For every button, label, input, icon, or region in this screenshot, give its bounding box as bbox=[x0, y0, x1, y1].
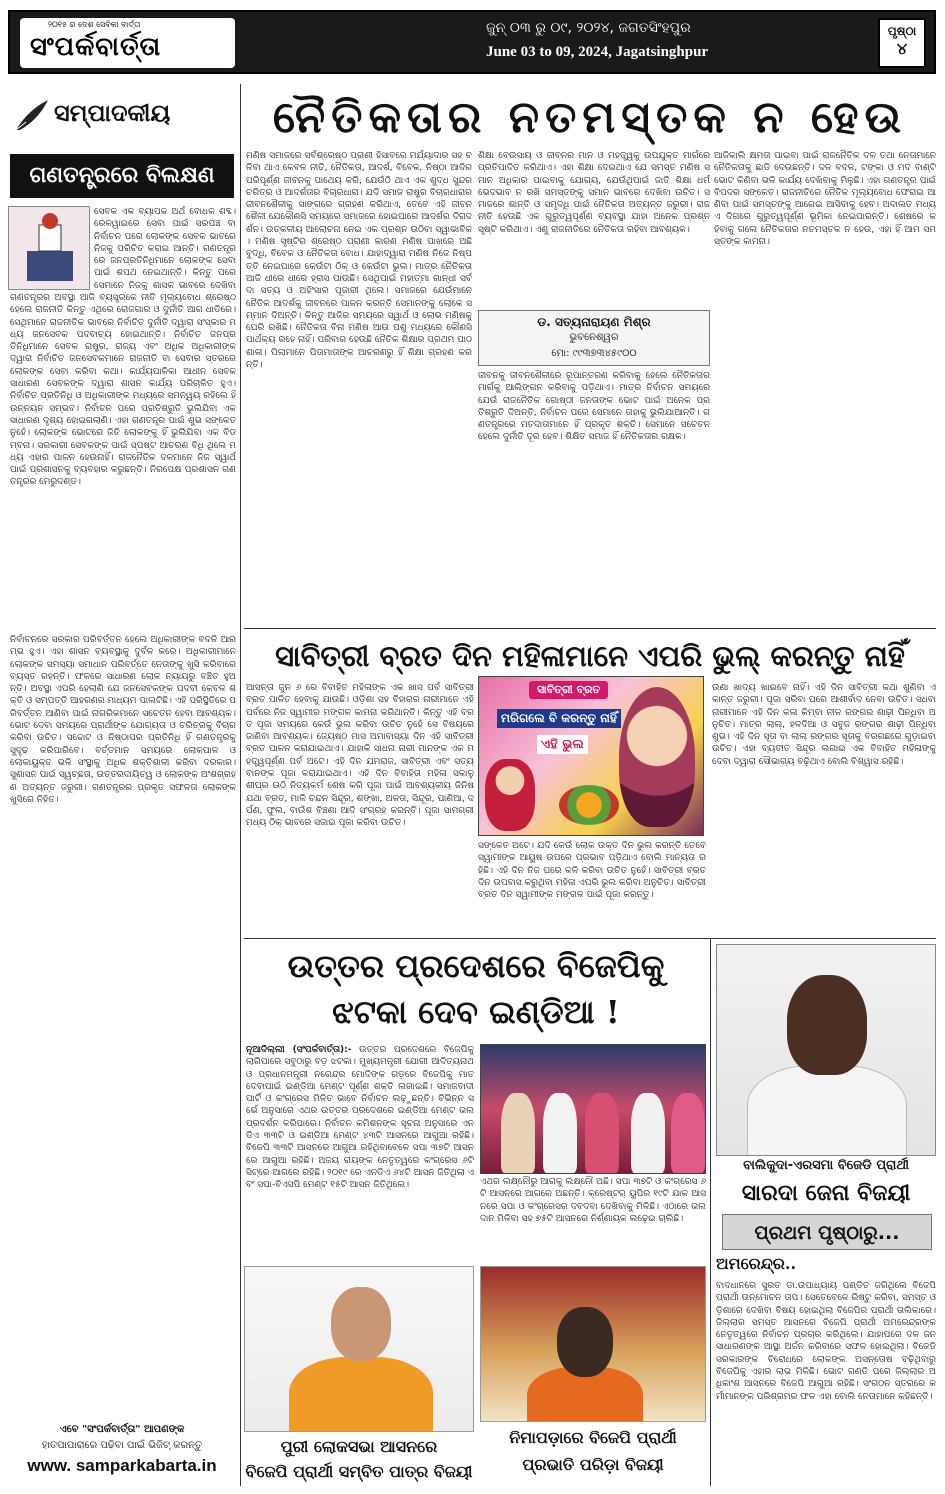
footer-note-2: ହାତପାପାରାରେ ପଢିବା ପାଇଁ ଭିଜିଟ୍ କରନ୍ତୁ bbox=[41, 1440, 203, 1451]
rally-photo bbox=[480, 1044, 706, 1174]
column-rule-left bbox=[240, 84, 241, 1486]
portrait-head bbox=[557, 1307, 613, 1377]
article1-text-b: ଶିକ୍ଷା ବେଉସାୟ ଓ ଜୀବନର ମାନ ଓ ମହତ୍ତ୍ୱକୁ ଉପଯୁକ୍ତ ମାର୍ଗରେ ପ୍ରତିପାଦିତ କରିଥାଏ। ଏହା ଶିକ୍ଷା ଦେଇଥାଏ ଯେ ସମସ୍ତ ମଣିଷ ସମାନ ଅଧିକାର ପାଇବାକୁ ଯୋଗ୍ୟ, ଯେଉଁଥିପାଇଁ ଜାତି ଶିକ୍ଷା ଧର୍ମ ଭେଦଭାବ ନ ରଖି ସମସ୍ତଙ୍କୁ ସମାନ ଭାବରେ ଦେଖିବା ଉଚିତ। ସମାଜରେ ଶାନ୍ତି ଓ ସମୃଦ୍ଧି ପାଇଁ ନୈତିକତା ଅତ୍ୟନ୍ତ ଜରୁରୀ। ରାଜନୀତି ହେଉଛି ଏକ ଗୁରୁତ୍ୱପୂର୍ଣ୍ଣ ବ୍ୟବସ୍ଥା ଯାହା ଅନେକ ପ୍ରଶ୍ନ ସୃଷ୍ଟି କରିଥାଏ। ଏଣୁ ରାଜନୀତିରେ ନୈତିକତା ରହିବା ଆବଶ୍ୟକ। bbox=[478, 151, 710, 235]
portrait-body bbox=[289, 1357, 433, 1432]
editorial-subtitle: ଗଣତନ୍ତ୍ରରେ ବିଲକ୍ଷଣ bbox=[10, 154, 234, 198]
headline-up-1: ଉତ୍ତର ପ୍ରଦେଶରେ ବିଜେପିକୁ bbox=[287, 947, 665, 985]
ballot-illustration bbox=[8, 206, 90, 290]
winner-name: ସାରଦା ଜେନା ବିଜୟୀ bbox=[741, 1180, 911, 1206]
article2-text-a: ଆସନ୍ତା ଜୁନ ୬ ରେ ବିବାହିତ ମହିଳାଙ୍କ ଏକ ଖାସ ପର୍ବ ସାବିତ୍ରୀ ବ୍ରତ ପାଳିତ ହେବାକୁ ଯାଉଛି। ଓଡ଼ିଶା ସହ ବିହାରର ନାରୀମାନେ ଏହି ପର୍ବରେ ନିଜ ସ୍ୱାମୀର ମଙ୍ଗଳ କାମନା କରିଥାନ୍ତି। କିନ୍ତୁ ଏହି ବ୍ରତ ପୂଜା ସମୟରେ କେଉଁ ଭୁଲ କରିବା ଉଚିତ ନୁହେଁ ସେ ବିଷୟରେ ଜାଣିବା ଆବଶ୍ୟକ। ଜ୍ୟେଷ୍ଠ ମାସ ଅମାବାସ୍ୟା ଦିନ ଏହି ସାବିତ୍ରୀ ବ୍ରତ ପାଳନ କରାଯାଇଥାଏ। ଯାହାକି ସାଧନା ନାରୀ ମାନଙ୍କ ଏକ ମହତ୍ତ୍ୱପୂର୍ଣ୍ଣ ପର୍ବ ଅଟେ। ଏହି ଦିନ ଯମରାଜ, ସାବିତ୍ରୀ ଏବଂ ସତ୍ୟବାନଙ୍କ ପୂଜା କରାଯାଇଥାଏ। ଏହି ଦିନ ବିବାହିତା ମହିଳା ସକାଳୁ ଶୀଘ୍ର ଉଠି ନିତ୍ୟକର୍ମ ଶେଷ କରି ପୂଜା ପାଇଁ ଆବଶ୍ୟକୀୟ ଜିନିଷ ଯଥା ବ୍ରତ, ମାଳି ଚନ୍ଦନ ସିନ୍ଦୂର, ଶଙ୍ଖା, ଅଳତା, ସିନ୍ଦୂର, ପାଣିଆ, ଦର୍ପଣ, ଫୁଲ, ବାଉଁଶ ବିଞ୍ଚଣା ଆଦି ସଂଗ୍ରହ କରନ୍ତି। ପୂଜା ସାମଗ୍ରୀ ମଧ୍ୟ ଠିକ୍ ଭାବରେ ସଜାଇ ପୂଜା କରିବା ଉଚିତ। bbox=[246, 683, 474, 829]
editorial-text-1: ସେବକ ଏକ ବ୍ୟାପକ ଅର୍ଥ ବୋଧକ ଶବ୍ଦ। ରେଳୱାଇରେ ସେବା ପାଇଁ ସରପଞ୍ଚ ବା ନିର୍ବାଚନ ପରେ ଲୋକଙ୍କ ସେବକ ଭାବରେ ନିଜକୁ ପରିଚିତ କରାଇ ଆନ୍ତି। ଗଣତନ୍ତ୍ରରେ ଜନପ୍ରତିନିଧିମାନେ ଲୋକଙ୍କ ସେବା ପାଇଁ ଶପଥ ନେଇଥାନ୍ତି। କିନ୍ତୁ ପରେ ସେମାନେ ନିଜକୁ ଶାସକ ଭାବରେ ଦେଖିବା bbox=[94, 207, 236, 290]
section-rule-2 bbox=[244, 938, 936, 939]
prabhati-parida-photo bbox=[480, 1266, 706, 1422]
newspaper-logo bbox=[20, 18, 235, 68]
editorial-title: ସମ୍ପାଦକୀୟ bbox=[54, 98, 171, 127]
dateline: ନୂଆଦିଲ୍ଲୀ (ସଂପର୍କବାର୍ତ୍ତା):- bbox=[246, 1045, 352, 1055]
logo-text: ସଂପର୍କବାର୍ତ୍ତା bbox=[30, 32, 162, 62]
article3-text-b: ଏଥର ଲକ୍ଷ୍ନୌରୁ ଆଗକୁ ଲକ୍ଷ୍ନୌ ଅଛି। ସପା ୩୭ଟି ଓ କଂଗ୍ରେସ ୬ଟି ଆସନରେ ଆଗରେ ଅଛନ୍ତି। କ୍ରେଷ୍ଟର୍ ୟୁପିର ୧୯ଟି ଯାକ ଆସନରେ ସପା ଓ କଂଗ୍ରେସର ଦବଦବା ଦେଖିବାକୁ ମିଳିଛି। ଏଠାରେ ଭଲ ଦାନ ମିଳିବା ସହ ୭୫ଟି ଆସନରେ ନିର୍ଣ୍ଣାୟକ ଲଢ଼େଇ ଚାଲିଛି। bbox=[480, 1177, 706, 1224]
editorial-header bbox=[8, 92, 236, 138]
image-tag: ସାବିତ୍ରୀ ବ୍ରତ bbox=[529, 681, 608, 699]
person-4 bbox=[631, 1093, 665, 1173]
article3-text-a bbox=[246, 1044, 474, 1262]
headline-ethics: ନୈତିକତାର ନତମସ୍ତକ ନ ହେଉ bbox=[272, 92, 908, 143]
caption-np-line2: ପ୍ରଭାତି ପରିଡ଼ା ବିଜୟୀ bbox=[522, 1455, 664, 1474]
logo-tagline: ୨୦୧୫ ର ଦେଶ ସେବିକା ବାର୍ତ୍ତା bbox=[48, 20, 141, 29]
amarendra-heading: ଅମରେନ୍ଦ୍ର.. bbox=[716, 1254, 797, 1273]
byline-name: ଡ. ସତ୍ୟନାରାୟଣ ମିଶ୍ର bbox=[537, 315, 651, 329]
page-number-box bbox=[878, 18, 926, 68]
sambit-patra-photo bbox=[244, 1266, 474, 1432]
portrait-body bbox=[747, 1065, 907, 1156]
article1-text-a: ମଣିଷ ସମାଜରେ ସର୍ବଶ୍ରେଷ୍ଠ ପ୍ରାଣୀ ହିସାବରେ ମର୍ଯ୍ୟାଦାର ସହ ଚଳିବା ଥାଏ କେବଳ ନୀତି, ନୈତିକତା, ଆଦର୍ଶ, ବିବେକ, ନିଷ୍ଠା ଆଦିର ପରିପୂର୍ଣ୍ଣ ଜୀବନକୁ ପାଥେୟ କରି, ଯେଉଁଠି ଥାଏ ଏକ ଶୁଦ୍ଧ ସୁନ୍ଦର ଚରିତ୍ର ଓ ଆଦର୍ଶତାର ବିଚାରଧାରା। ଯଦି ସମାଜ ରାଷ୍ଟ୍ର ବିଚାରଧାରାର ଜୀବନଶୈଳୀକୁ ସାଙ୍ଗରେ ଗ୍ରହଣ କରିଥାଏ, ତେବେ ଏହି ଜୀବନଶୈଳୀ ଯେକୌଣସି ସମୟରେ ସମାଜରେ ହୋଇପାରେ ଆଦର୍ଶର ଦିଗଦର୍ଶନ। ଉତ୍କଳୀୟ ଆଲୋଚନା ନେଇ ଏକ ପ୍ରଶ୍ନ ଉଠିବା ସ୍ୱାଭାବିକ। ମଣିଷ ସୃଷ୍ଟିର ଶ୍ରେଷ୍ଠ ପ୍ରାଣୀ କାରଣ ମଣିଷ ପାଖରେ ଅଛି ବୁଦ୍ଧି, ବିବେକ ଓ ନୈତିକତା ବୋଧ। ଯାହାଦ୍ୱାରା ମଣିଷ ନିଜେ ନିଷ୍ପତ୍ତି ନେଇପାରେ କେଉଁଟା ଠିକ୍ ଓ କେଉଁଟା ଭୁଲ। ମାତ୍ର ନୈତିକତା ଆଜି ଧୀରେ ଧୀରେ ହ୍ରାସ ପାଉଛି। ସେଥିପାଇଁ ମହାତ୍ମା ଗାନ୍ଧୀ ସର୍ବଦା ସତ୍ୟ ଓ ଅହିଂସାର ପୂଜାରୀ ଥିଲେ। ସମାଜରେ ଯେଉଁମାନେ ନୈତିକ ଆଦର୍ଶକୁ ଜୀବନରେ ପାଳନ କରନ୍ତି ସେମାନଙ୍କୁ ଲୋକେ ସମ୍ମାନ ଦିଅନ୍ତି। କିନ୍ତୁ ଆଜିର ସମୟରେ ସ୍ୱାର୍ଥ ଓ ଲୋଭ ମଣିଷକୁ ଘେରି ରଖିଛି। ନୈତିକତା ବିନା ମଣିଷ ଆଉ ପଶୁ ମଧ୍ୟରେ କୌଣସି ପାର୍ଥକ୍ୟ ରହେ ନାହିଁ। ପରିବାର ହେଉଛି ନୈତିକ ଶିକ୍ଷାର ପ୍ରଥମ ପାଠଶାଳା। ପିଲାମାନେ ପିତାମାତାଙ୍କ ଆଚରଣରୁ ହିଁ ଶିକ୍ଷା ଗ୍ରହଣ କରନ୍ତି। bbox=[246, 151, 472, 371]
caption-sp-line1: ପୁରୀ ଲୋକସଭା ଆସନରେ bbox=[280, 1437, 438, 1456]
sarada-jena-photo bbox=[716, 944, 936, 1156]
caption-sp-line2: ବିଜେପି ପ୍ରାର୍ଥୀ ସମ୍ବିତ ପାତ୍ର ବିଜୟୀ bbox=[245, 1462, 473, 1481]
amarendra-text: ବାଦଧାନରେ ସୁରତ ଡା.ଉପାଧ୍ୟାୟ ପଣ୍ଡିତ ଜଗିଥିଲେ ବିଜେପି ପ୍ରାର୍ଥୀ ଉନ୍ମୋଚନ ତାପ। ସେତେବେଳେ ରିଷ୍ଟୁ କରିବା, ସମସ୍ତ ଓଡ଼ିଶାରେ ଦେଖିବା ବିଷୟ ହୋଇଥିଲା ବିଜେପିର ପ୍ରାର୍ଥୀ ତାଲିକାରେ। ଜିଲ୍ଲାର ସମସ୍ତ ଆସନରେ ବିଜେପି ପ୍ରାର୍ଥୀ ଅମରେନ୍ଦ୍ରଙ୍କ ନେତୃତ୍ୱରେ ନିର୍ବାଚନ ପ୍ରଚାର କରିଥିଲେ। ଯାହାପରେ ଦଳ ଜନସାଧାରଣଙ୍କ ଆସ୍ଥା ଅର୍ଜନ କରିବାରେ ସଫଳ ହୋଇଥିଲା। ବିଜେଡି ସରକାରଙ୍କ ବିରୋଧରେ ଲୋକଙ୍କ ଅସନ୍ତୋଷ ବଢ଼ିଥିବାରୁ ବିଜେପିକୁ ଏହାର ଲାଭ ମିଳିଛି। ଭୋଟ ଗଣତି ପରେ ଜିଲ୍ଲାର ଅଧିକାଂଶ ଆସନରେ ବିଜେପି ଆଗୁଆ ରହିଛି। ସଂଗଠନ ସ୍ତରରେ କର୍ମୀମାନଙ୍କ ପରିଶ୍ରମର ଫଳ ଏହା ବୋଲି ନେତାମାନେ କହିଛନ୍ତି। bbox=[716, 1281, 936, 1402]
footer-note: ଏବେ "ସଂପର୍କବାର୍ତ୍ତା" ଆପଣଙ୍କ bbox=[59, 1424, 185, 1435]
date-english: June 03 to 09, 2024, Jagatsinghpur bbox=[486, 44, 709, 60]
byline-place: ଭୁବନେଶ୍ୱର bbox=[569, 332, 619, 343]
headline-savitri: ସାବିତ୍ରୀ ବ୍ରତ ଦିନ ମହିଳାମାନେ ଏପରି ଭୁଲ୍ କରନ୍ତୁ ନାହିଁ bbox=[275, 639, 905, 673]
masthead bbox=[8, 10, 936, 74]
article3-body-a: ଉତ୍ତର ପ୍ରଦେଶରେ ବିଜେପିକୁ ଲାଗିପାରେ ସବୁଠାରୁ ବଡ଼ ଝଟକା। ମୁଖ୍ୟମନ୍ତ୍ରୀ ଯୋଗୀ ଆଦିତ୍ୟନାଥ ଓ ପ୍ରଧାନମନ୍ତ୍ରୀ ନରେନ୍ଦ୍ର ମୋଦିଙ୍କ ଗଡ଼ରେ ବିଜେପିକୁ ମାତ ଦେବାପାଇଁ ଇଣ୍ଡିଆ ମେଣ୍ଟ ପୂର୍ଣ୍ଣ ଶକ୍ତି ଲଗାଇଛି। ସମାଜବାଦୀ ପାର୍ଟି ଓ କଂଗ୍ରେସ ମିଳିତ ଭାବେ ନିର୍ବାଚନ ଲଢ଼ୁଛନ୍ତି। ବିଭିନ୍ନ ସର୍ଭେ ଅନୁସାରେ ଏଥର ଉତ୍ତର ପ୍ରଦେଶରେ ଇଣ୍ଡିଆ ମେଣ୍ଟ ଭଲ ପ୍ରଦର୍ଶନ କରିପାରେ। ନିର୍ବାଚନ କମିଶନଙ୍କ ସୂଚନା ଅନୁସାରେ ଏନଡିଏ ୩୩ଟି ଓ ଇଣ୍ଡିଆ ମେଣ୍ଟ ୪୩ଟି ଆସନରେ ଆଗୁଆ ରହିଛି। ବିଜେପି ୩୩ଟି ଆସନରେ ଆଗୁଆ ରହିଥିବାବେଳେ ସପା ୩୭ଟି ଆସନରେ ଆଗୁଆ ରହିଛି। ଅଜୟ ରାୟଙ୍କ ନେତୃତ୍ୱରେ କଂଗ୍ରେସ ୬ଟି ସିଟ୍ରେ ଆଗରେ ରହିଛି। ୨୦୧୯ ରେ ଏନଡିଏ ୬୪ଟି ଆସନ ଜିତିଥିଲା ଏବଂ ସପା-ବିଏସପି ମେଣ୍ଟ ୧୫ଟି ଆସନ ଜିତିଥିଲେ। bbox=[246, 1045, 474, 1191]
article1-text-c: ଜୀବନକୁ ଜୀବନଶୈଳୀରେ ରୂପାନ୍ତରଣ କରିବାକୁ ହେଲେ ନୈତିକତାର ମାର୍ଗକୁ ଆଲିଙ୍ଗନ କରିବାକୁ ପଡ଼ିଥାଏ। ମାତ୍ର ନିର୍ବାଚନ ସମୟରେ ଯେଉଁ ରାଜନୈତିକ ଗୋଷ୍ଠୀ ଜନତାଙ୍କ ଭୋଟ ପାଇଁ ଅନେକ ପ୍ରତିଶ୍ରୁତି ଦିଅନ୍ତି, ନିର୍ବାଚନ ପରେ ସେମାନେ ତାହାକୁ ଭୁଲିଯାଆନ୍ତି। ଗଣତନ୍ତ୍ରରେ ମତଦାତାମାନେ ହିଁ ପ୍ରକୃତ ଶକ୍ତି। ସେମାନେ ସଚେତନ ହେଲେ ଦୁର୍ନୀତି ଦୂର ହେବ। ଶିକ୍ଷିତ ସମାଜ ହିଁ ନୈତିକତାର ରକ୍ଷକ। bbox=[478, 371, 710, 443]
quill-pen-icon bbox=[12, 98, 52, 134]
article2-text-c: ଉଣା ଖାଦ୍ୟ ଖାଇବେ ନାହିଁ। ଏହି ଦିନ ସାବିତ୍ରୀ କଥା ଶୁଣିବା ଏକାନ୍ତ ଜରୁରୀ। ପୂଜା ସରିବା ପରେ ଆଶୀର୍ବାଦ ନେବା ଉଚିତ। ସଧବା ନାରୀମାନେ ଏହି ଦିନ କଳା କିମ୍ବା ନୀଳ ରଙ୍ଗର ଶାଢ଼ୀ ପିନ୍ଧିବା ଅନୁଚିତ। ମାତ୍ର ଲାଲ୍, ହଳଦିଆ ଓ ସବୁଜ ରଙ୍ଗର ଶାଢ଼ୀ ପିନ୍ଧିବା ଶୁଭ। ଏହି ଦିନ ସୂତା ବା ଲାଲ୍ ରଙ୍ଗର ସୂତାକୁ ବରଗଛରେ ଗୁଡ଼ାଇବା ଉଚିତ। ଏହା ବ୍ୟତୀତ ସିନ୍ଦୂର ଲଗାଇ ଏକ ବିବାହିତ ମହିଳାଙ୍କୁ ଦେବା ଦ୍ୱାରା ସୌଭାଗ୍ୟ ବଢ଼ିଥାଏ ବୋଲି ବିଶ୍ୱାସ ରହିଛି। bbox=[712, 683, 936, 767]
savitri-vrata-image bbox=[478, 676, 704, 836]
caption-np-line1: ନିମାପଡ଼ାରେ ବିଜେପି ପ୍ରାର୍ଥୀ bbox=[509, 1428, 677, 1447]
woman-illustration bbox=[485, 759, 535, 831]
column-rule-right bbox=[710, 938, 711, 1486]
article2-text-b: ସଙ୍କେତ ଅଟେ। ଯଦି କେଉଁ ଲୋକ ଉକ୍ତ ଦିନ ଭୁଲ କରନ୍ତି ତେବେ ସ୍ୱାମୀଙ୍କ ଆୟୁଷ ଉପରେ ପ୍ରଭାବ ପଡ଼ିଥାଏ ବୋଲି ମାନ୍ୟତା ରହିଛି। ଏହି ଦିନ ନିଜ ଘରେ କଳି କରିବା ଉଚିତ ନୁହେଁ। ସାବିତ୍ରୀ ବ୍ରତ ଦିନ ଉପବାସ କରୁଥିବା ମହିଳା ଏପରି ଭୁଲ କରିବା ଅନୁଚିତ। ସାବିତ୍ରୀ ବ୍ରତ ଦିନ ସ୍ୱାମୀଙ୍କ ମଙ୍ଗଳ ପାଇଁ ପୂଜା କରନ୍ତୁ। bbox=[478, 841, 706, 901]
caption-sambit-patra bbox=[244, 1434, 474, 1486]
byline-box bbox=[478, 310, 710, 366]
editorial-text-3: ନିର୍ବାଚନରେ ସରକାର ପରିବର୍ତ୍ତନ ହେଲେ ଅଧିକାରୀଙ୍କ ବଦଳି ଆରମ୍ଭ ହୁଏ। ଏହା ଶାସନ ବ୍ୟବସ୍ଥାକୁ ଦୁର୍ବଳ କରେ। ଅଧିକାରୀମାନେ ଲୋକଙ୍କ ସମସ୍ୟା ସମାଧାନ ପରିବର୍ତ୍ତେ ନେତାଙ୍କୁ ଖୁସି କରିବାରେ ବ୍ୟସ୍ତ ରହନ୍ତି। ଫଳରେ ସାଧାରଣ ଲୋକ ନ୍ୟାୟରୁ ବଞ୍ଚିତ ହୁଅନ୍ତି। ଅବସ୍ଥା ଏପରି ହେଲାଣି ଯେ ଜନସେବକଙ୍କ ପଦବୀ କେବଳ ଶକ୍ତି ଓ ସମ୍ପତ୍ତି ଆହରଣର ମାଧ୍ୟମ ପାଲଟିଛି। ଏହି ପରିସ୍ଥିତିରେ ପରିବର୍ତ୍ତନ ଆଣିବା ପାଇଁ ନାଗରିକମାନେ ସଚେତନ ହେବା ଆବଶ୍ୟକ। ଭୋଟ ଦେବା ସମୟରେ ପ୍ରାର୍ଥୀଙ୍କ ଯୋଗ୍ୟତା ଓ ଚରିତ୍ରକୁ ବିଚାର କରିବା ଉଚିତ। ସଚ୍ଚୋଟ ଓ ନିଷ୍ଠାପର ପ୍ରତିନିଧି ହିଁ ଗଣତନ୍ତ୍ରକୁ ସୁଦୃଢ କରିପାରିବେ। ବର୍ତ୍ତମାନ ସମୟରେ ଲୋକପାଳ ଓ ଲୋକାୟୁକ୍ତ ଭଳି ସଂସ୍ଥାକୁ ଅଧିକ ଶକ୍ତିଶାଳୀ କରିବା ଦରକାର। ସୁଶାସନ ପାଇଁ ସ୍ୱଚ୍ଛତା, ଉତ୍ତରଦାୟିତ୍ୱ ଓ ଲୋକଙ୍କ ଅଂଶଗ୍ରହଣ ଅତ୍ୟନ୍ତ ଜରୁରୀ। ଗଣତନ୍ତ୍ରର ପ୍ରକୃତ ସଫଳତା ଲୋକଙ୍କ ଖୁସିରେ ନିହିତ। bbox=[10, 635, 236, 805]
person-5 bbox=[671, 1093, 705, 1173]
person-3 bbox=[585, 1093, 619, 1173]
page-label: ପୃଷ୍ଠା bbox=[887, 24, 917, 38]
continued-from-front: ପ୍ରଥମ ପୃଷ୍ଠାରୁ... bbox=[722, 1214, 932, 1250]
ballot-box-icon bbox=[9, 207, 91, 291]
headline-up-2: ଝଟକା ଦେବ ଇଣ୍ଡିଆ ! bbox=[332, 993, 620, 1031]
date-odia: ଜୁନ୍ ୦୩ ରୁ ୦୯, ୨୦୨୪, ଜଗତସିଂହପୁର bbox=[486, 20, 691, 36]
article1-text-d: ଆଜିକାଲି କ୍ଷମତା ପାଇବା ପାଇଁ ରାଜନୈତିକ ଦଳ ତଥା ନେତାମାନେ ନୈତିକତାକୁ ଛାଡି ଦେଉଛନ୍ତି। ଦଳ ବଦଳ, ଟଙ୍କା ଓ ମଦ ବାଣ୍ଟି ଭୋଟ କିଣିବା ଭଳି କାର୍ଯ୍ୟ ଦେଖିବାକୁ ମିଳୁଛି। ଏହା ଗଣତନ୍ତ୍ର ପାଇଁ ବିପଦର ସଙ୍କେତ। ରାଜନୀତିରେ ନୈତିକ ମୂଲ୍ୟବୋଧ ଫେରାଇ ଆଣିବା ପାଇଁ ସମସ୍ତଙ୍କୁ ଆଗେଇ ଆସିବାକୁ ହେବ। ଅଦାଲତ ମଧ୍ୟ ଏ ଦିଗରେ ଗୁରୁତ୍ୱପୂର୍ଣ୍ଣ ଭୂମିକା ନେଇପାରନ୍ତି। ଶେଷରେ କହିବାକୁ ଗଲେ ନୈତିକତାର ନତମସ୍ତକ ନ ହେଉ, ଏହା ହିଁ ଆମ ସମସ୍ତଙ୍କ କାମନା। bbox=[714, 151, 936, 248]
editorial-text-2: ଗଣତନ୍ତ୍ରର ଅବସ୍ଥା ଆଜି ବ୍ୟସ୍ତ୍ରକେ ନୀତି ମୂଲ୍ୟବୋଧ ଶ୍ରେଷ୍ଠ ହେଲେ ରାଜନୀତି କିନ୍ତୁ ଏଥିରେ ରୋଜଗାର ଓ ଦୁର୍ନୀତି ଆଗ ଧାଡିରେ। ସେଥିମାନେ ରାଜନୀତିକ ଭାବରେ ନିର୍ବାଚିତ ଦୁର୍ନୀତି ଦ୍ୱାରା ସଂସ୍କାର ମଧ୍ୟ ଜନସେବକ ପଦବାଚ୍ୟ ହୋଇଥାନ୍ତି। ନିର୍ବାଚିତ ଜନପ୍ରତିନିଧିମାନେ ସେବକ ରାଷ୍ଟ୍ର, ରାଜ୍ୟ ଏବଂ ଅଧିକ ଅଧିକାରୀଙ୍କ ଦ୍ୱାରା ନିର୍ବାଚିତ ଜନସେବକମାନେ ରାଜନୀତି ବା ସେବାର ସ୍ତରରେ ଲୋକଙ୍କ ସେବା କରିବା କଥା। କାର୍ଯ୍ୟପାଳିକା ଆଧୀନ ସେବକ ସାଧାରଣ ସେବକଙ୍କ ଦ୍ୱାରା ଶାସନ କାର୍ଯ୍ୟ ପରିଚାଳିତ ହୁଏ। ନିର୍ବାଚିତ ପ୍ରତିନିଧି ଓ ଅଧିକାରୀଙ୍କ ମଧ୍ୟରେ ସମନ୍ୱୟ ରହିଲେ ହିଁ ଉନ୍ନୟନ ସମ୍ଭବ। ନିର୍ବାଚନ ପରେ ପ୍ରତିଶ୍ରୁତି ଭୁଲିଯିବା ଏକ ସାଧାରଣ ଦୃଶ୍ୟ ହୋଇଗଲାଣି। ଏହା ଗଣତନ୍ତ୍ର ପାଇଁ ଶୁଭ ସଙ୍କେତ ନୁହେଁ। ଲୋକଙ୍କ ଭୋଟରେ ଜିତି ଲୋକଙ୍କୁ ହିଁ ଭୁଲିଯିବା ଏକ ବିଡମ୍ବନା। ସରକାରୀ ସେବକଙ୍କ ପାଇଁ ସ୍ପଷ୍ଟ ଆଚରଣ ବିଧି ଥିଲେ ମଧ୍ୟ ଏହାର ପାଳନ ହେଉନାହିଁ। ରାଜନୈତିକ ଦଳମାନେ ନିଜ ସ୍ୱାର୍ଥ ପାଇଁ ପ୍ରଶାସନକୁ ବ୍ୟବହାର କରୁଛନ୍ତି। ନିରପେକ୍ଷ ପ୍ରଶାସନ ଗଣତନ୍ତ୍ରର ମେରୁଦଣ୍ଡ। bbox=[10, 293, 236, 488]
page-number: ୪ bbox=[896, 39, 908, 58]
winner-caption: ବାଲିକୁଦା-ଏରସମା ବିଜେଡି ପ୍ରାର୍ଥୀ bbox=[743, 1158, 909, 1173]
section-rule-1 bbox=[244, 628, 936, 629]
image-caption-2: ଏହି ଭୁଲ bbox=[537, 735, 588, 754]
woman-face-illustration bbox=[619, 687, 695, 827]
caption-prabhati-parida bbox=[480, 1424, 706, 1486]
portrait-head bbox=[787, 975, 867, 1075]
image-caption-1: ମରିଗଲେ ବି କରନ୍ତୁ ନାହିଁ bbox=[497, 709, 621, 728]
website-link[interactable]: www. samparkabarta.in bbox=[27, 1456, 217, 1475]
person-2 bbox=[543, 1093, 577, 1173]
offering-bowl-illustration bbox=[559, 785, 619, 825]
portrait-head bbox=[331, 1287, 391, 1361]
byline-phone: ମୋ: ୯୯୩୭୩୪୫୯୦୦ bbox=[551, 348, 637, 359]
person-1 bbox=[501, 1093, 535, 1173]
